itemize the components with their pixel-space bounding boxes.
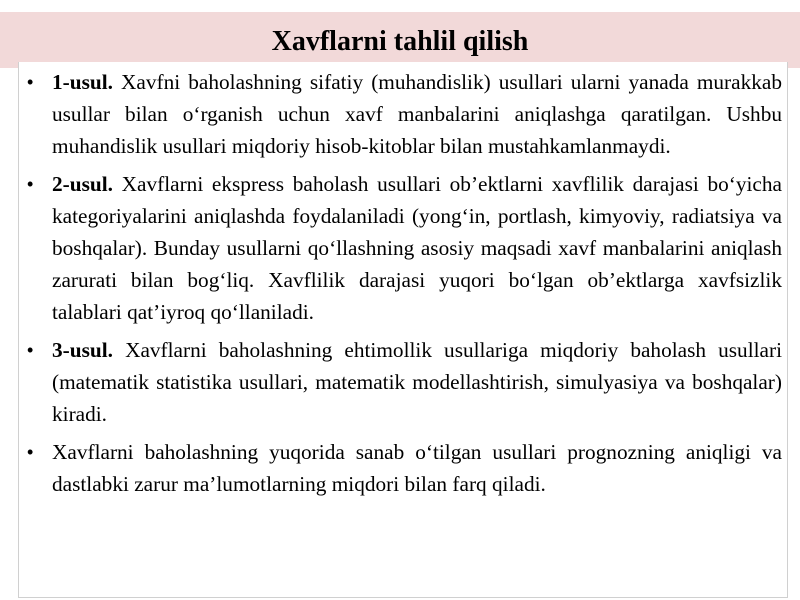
item-lead: 1-usul.: [52, 70, 113, 94]
bullet-icon: •: [27, 442, 34, 462]
list-item: [22, 334, 782, 430]
item-text: Xavflarni baholashning yuqorida sanab o‘tilgan usullari prognozning aniqligi va dastlabki zarur ma’lumotlarning miqdori bilan farq qiladi.: [52, 440, 782, 496]
list-item: [22, 436, 782, 500]
bullet-icon: •: [27, 174, 34, 194]
bullet-list: [22, 66, 782, 506]
item-text: Xavflarni baholashning ehtimollik usullariga miqdoriy baholash usullari (matematik statistika usullari, matematik modellashtirish, simulyasiya va boshqalar) kiradi.: [52, 338, 782, 426]
item-lead: 2-usul.: [52, 172, 113, 196]
list-item: [22, 168, 782, 328]
slide-title: Xavflarni tahlil qilish: [271, 26, 529, 57]
list-item: [22, 66, 782, 162]
bullet-icon: •: [27, 340, 34, 360]
item-text: Xavfni baholashning sifatiy (muhandislik) usullari ularni yanada murakkab usullar bilan o‘rganish uchun xavf manbalarini aniqlashga qaratilgan. Ushbu muhandislik usullari miqdoriy hisob-kitoblar bilan mustahkamlanmaydi.: [52, 70, 782, 158]
bullet-icon: •: [27, 72, 34, 92]
item-text: Xavflarni ekspress baholash usullari ob’ektlarni xavflilik darajasi bo‘yicha kategoriyalarini aniqlashda foydalaniladi (yong‘in, portlash, kimyoviy, radiatsiya va boshqalar). Bunday usullarni qo‘llashning asosiy maqsadi xavf manbalarini aniqlash zarurati bilan bog‘liq. Xavflilik darajasi yuqori bo‘lgan ob’ektlarga xavfsizlik talablari qat’iyroq qo‘llaniladi.: [52, 172, 782, 324]
item-lead: 3-usul.: [52, 338, 113, 362]
